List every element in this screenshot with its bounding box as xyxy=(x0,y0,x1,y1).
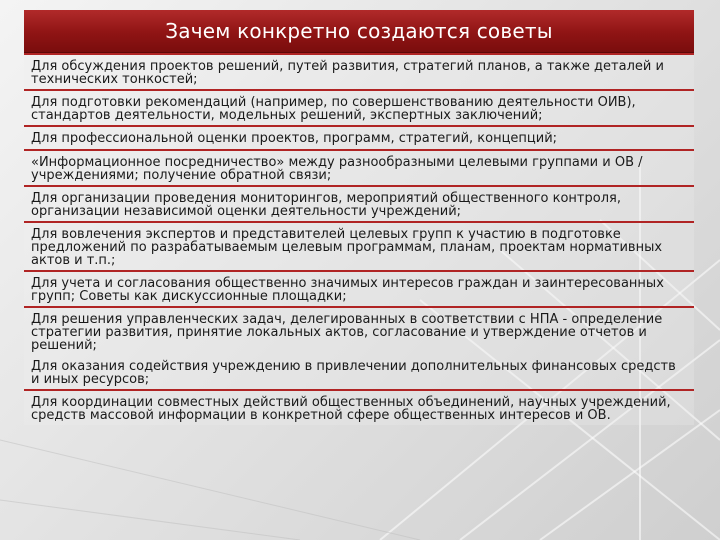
list-item: Для вовлечения экспертов и представителей целевых групп к участию в подготовке предложений по разрабатываемым целевым программам, планам, проектам нормативных актов и т.п.; xyxy=(24,223,694,270)
list-item: Для обсуждения проектов решений, путей развития, стратегий планов, а также деталей и технических тонкостей; xyxy=(24,55,694,89)
list-item: Для оказания содействия учреждению в привлечении дополнительных финансовых средств и иных ресурсов; xyxy=(24,355,694,389)
list-item: Для решения управленческих задач, делегированных в соответствии с НПА - определение стратегии развития, принятие локальных актов, согласование и утверждение отчетов и решений; xyxy=(24,308,694,355)
slide-content xyxy=(24,10,694,425)
list-item: Для подготовки рекомендаций (например, по совершенствованию деятельности ОИВ), стандартов деятельности, модельных решений, экспертных заключений; xyxy=(24,91,694,125)
slide-header xyxy=(24,10,694,53)
list-item: Для учета и согласования общественно значимых интересов граждан и заинтересованных групп; Советы как дискуссионные площадки; xyxy=(24,272,694,306)
list-item: Для профессиональной оценки проектов, программ, стратегий, концепций; xyxy=(24,127,694,149)
list-item: Для организации проведения мониторингов, мероприятий общественного контроля, организации независимой оценки деятельности учреждений; xyxy=(24,187,694,221)
list-item: Для координации совместных действий общественных объединений, научных учреждений, средств массовой информации в конкретной сфере общественных интересов и ОВ. xyxy=(24,391,694,425)
list-item: «Информационное посредничество» между разнообразными целевыми группами и ОВ / учреждениями; получение обратной связи; xyxy=(24,151,694,185)
slide-title: Зачем конкретно создаются советы xyxy=(165,19,553,43)
